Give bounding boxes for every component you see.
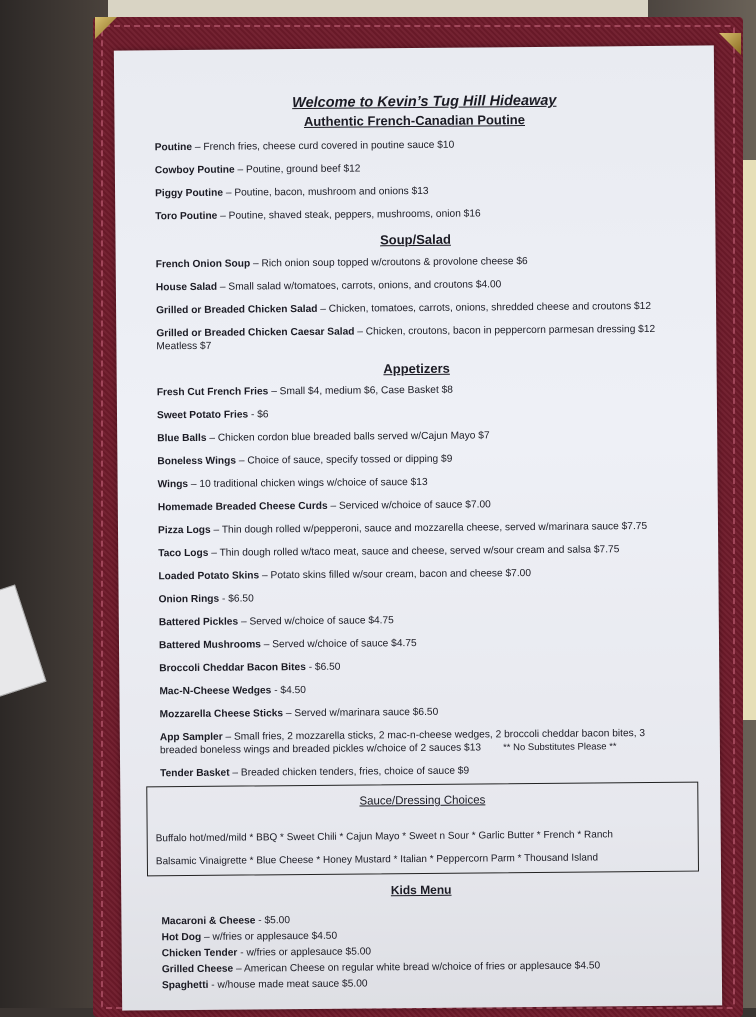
menu-item: Piggy Poutine – Poutine, bacon, mushroom and onions $13 bbox=[155, 185, 429, 200]
menu-item: Mac-N-Cheese Wedges - $4.50 bbox=[159, 684, 306, 698]
menu-item-continued: breaded boneless wings and breaded pickles w/choice of 2 sauces $13 ** No Substitutes Please ** bbox=[159, 741, 617, 757]
menu-title: Welcome to Kevin’s Tug Hill Hideaway bbox=[292, 92, 557, 112]
menu-item: App Sampler – Small fries, 2 mozzarella sticks, 2 mac-n-cheese wedges, 2 broccoli cheddar bacon bites, 3 bbox=[159, 728, 646, 744]
menu-item: House Salad – Small salad w/tomatoes, carrots, onions, and croutons $4.00 bbox=[155, 279, 502, 294]
menu-item: Grilled Cheese – American Cheese on regular white bread w/choice of fries or applesauce $4.50 bbox=[161, 960, 601, 976]
menu-item: French Onion Soup – Rich onion soup topped w/croutons & provolone cheese $6 bbox=[155, 256, 528, 271]
sauce-list-line-1: Buffalo hot/med/mild * BBQ * Sweet Chili * Cajun Mayo * Sweet n Sour * Garlic Butter * French * Ranch bbox=[155, 829, 613, 845]
menu-item: Battered Mushrooms – Served w/choice of sauce $4.75 bbox=[158, 638, 417, 652]
section-title-appetizers: Appetizers bbox=[383, 360, 450, 377]
menu-item: Fresh Cut French Fries – Small $4, medium $6, Case Basket $8 bbox=[156, 384, 453, 399]
menu-item: Wings – 10 traditional chicken wings w/choice of sauce $13 bbox=[157, 476, 428, 491]
menu-item: Macaroni & Cheese - $5.00 bbox=[161, 915, 291, 928]
menu-item: Toro Poutine – Poutine, shaved steak, peppers, mushrooms, onion $16 bbox=[155, 208, 481, 223]
menu-item: Grilled or Breaded Chicken Salad – Chicken, tomatoes, carrots, onions, shredded cheese and croutons $12 bbox=[156, 300, 652, 317]
menu-sheet bbox=[114, 45, 722, 1010]
section-title-poutine: Authentic French-Canadian Poutine bbox=[303, 112, 526, 129]
kids-list bbox=[161, 911, 682, 993]
menu-content bbox=[154, 92, 682, 993]
menu-item: Grilled or Breaded Chicken Caesar Salad – Chicken, croutons, bacon in peppercorn parmesan dressing $12 bbox=[156, 323, 656, 340]
menu-item: Battered Pickles – Served w/choice of sauce $4.75 bbox=[158, 615, 394, 629]
menu-item: Chicken Tender - w/fries or applesauce $5.00 bbox=[161, 946, 372, 960]
section-title-soup-salad: Soup/Salad bbox=[380, 231, 451, 248]
menu-item: Cowboy Poutine – Poutine, ground beef $12 bbox=[154, 163, 361, 177]
soup-salad-list bbox=[156, 254, 677, 354]
menu-item: Onion Rings - $6.50 bbox=[158, 593, 254, 606]
menu-item: Poutine – French fries, cheese curd covered in poutine sauce $10 bbox=[154, 139, 455, 154]
appetizers-list bbox=[157, 382, 680, 781]
menu-item: Blue Balls – Chicken cordon blue breaded balls served w/Cajun Mayo $7 bbox=[157, 430, 490, 445]
no-substitutes-note: ** No Substitutes Please ** bbox=[502, 741, 617, 754]
menu-item: Tender Basket – Breaded chicken tenders, fries, choice of sauce $9 bbox=[160, 765, 470, 780]
menu-item: Hot Dog – w/fries or applesauce $4.50 bbox=[161, 930, 338, 944]
menu-item: Mozzarella Cheese Sticks – Served w/marinara sauce $6.50 bbox=[159, 706, 439, 721]
sauce-choices-box bbox=[146, 782, 699, 877]
menu-item: Spaghetti - w/house made meat sauce $5.00 bbox=[161, 978, 368, 992]
section-title-kids: Kids Menu bbox=[390, 882, 452, 898]
menu-item: Sweet Potato Fries - $6 bbox=[156, 409, 269, 422]
menu-item: Loaded Potato Skins – Potato skins filled w/sour cream, bacon and cheese $7.00 bbox=[158, 568, 532, 583]
section-title-sauces: Sauce/Dressing Choices bbox=[359, 794, 486, 808]
menu-item-note: Meatless $7 bbox=[156, 340, 212, 353]
menu-item: Homemade Breaded Cheese Curds – Serviced w/choice of sauce $7.00 bbox=[157, 499, 491, 514]
menu-item: Pizza Logs – Thin dough rolled w/pepperoni, sauce and mozzarella cheese, served w/marinara sauce $7.75 bbox=[157, 521, 648, 537]
poutine-list bbox=[155, 137, 676, 224]
menu-item: Boneless Wings – Choice of sauce, specify tossed or dipping $9 bbox=[157, 453, 453, 468]
sauce-list-line-2: Balsamic Vinaigrette * Blue Cheese * Honey Mustard * Italian * Peppercorn Parm * Thousand Island bbox=[155, 852, 599, 868]
menu-item: Broccoli Cheddar Bacon Bites - $6.50 bbox=[159, 661, 341, 675]
menu-item: Taco Logs – Thin dough rolled w/taco meat, sauce and cheese, served w/sour cream and salsa $7.75 bbox=[158, 544, 620, 560]
